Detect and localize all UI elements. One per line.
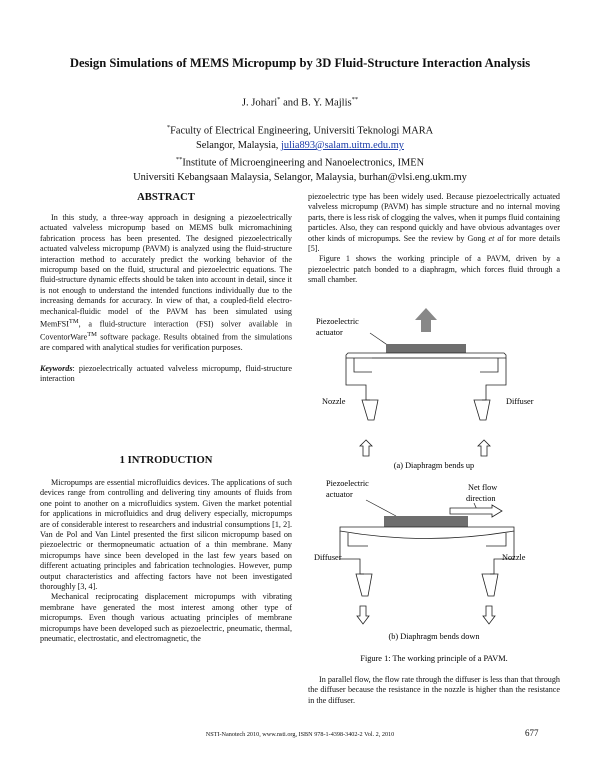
fig-b-outflow-arrow-right-icon xyxy=(483,606,495,624)
right-column-text xyxy=(308,192,560,286)
affiliation-2-mark: ** xyxy=(175,156,183,164)
author-1-mark: * xyxy=(277,96,281,103)
fig-a-caption: (a) Diaphragm bends up xyxy=(393,461,475,470)
introduction-heading: 1 INTRODUCTION xyxy=(119,455,213,466)
fig-b-diffuser-channel xyxy=(356,574,372,596)
fig-b-nozzle-label: Nozzle xyxy=(502,553,526,562)
author-2-mark: ** xyxy=(351,96,359,103)
author-conjunction: and xyxy=(280,97,302,109)
abstract-text-b: , a fluid-structure interaction (FSI) solver available in CoventorWare xyxy=(40,319,292,342)
keywords xyxy=(40,364,292,385)
trademark-mark: TM xyxy=(68,318,79,326)
abstract-paragraph xyxy=(40,213,292,354)
author-line xyxy=(0,96,600,109)
keywords-text: : piezoelectrically actuated valveless micropump, fluid-structure interaction xyxy=(40,363,292,384)
figure-1b xyxy=(308,474,560,670)
fig-b-actuator-label-2: actuator xyxy=(326,490,353,499)
figure-intro-paragraph: Figure 1 shows the working principle of a PAVM, driven by a piezoelectric patch bonded to a diaphragm, which forces fluid through a small chamber. xyxy=(308,254,560,285)
fig-a-diffuser-label: Diffuser xyxy=(506,397,534,406)
page-number: 677 xyxy=(525,728,539,738)
right-paragraph-cont xyxy=(308,192,560,254)
affiliation-2-line2: Universiti Kebangsaan Malaysia, Selangor, Malaysia, burhan@vlsi.eng.ukm.my xyxy=(133,172,467,184)
fig-a-piezo-actuator xyxy=(386,344,466,353)
fig-a-inflow-arrow-right-icon xyxy=(478,440,490,456)
fig-a-nozzle-channel xyxy=(362,400,378,420)
fig-a-right-inner xyxy=(480,358,498,372)
author-1: J. Johari xyxy=(241,97,278,109)
trademark-mark: TM xyxy=(87,331,97,339)
affiliation-1-name: Faculty of Electrical Engineering, Universiti Teknologi MARA xyxy=(170,125,434,137)
fig-a-diaphragm xyxy=(346,353,506,358)
introduction-body xyxy=(40,478,292,645)
author-2: B. Y. Majlis xyxy=(301,97,352,109)
right-cont-b: for more details [5]. xyxy=(308,233,560,254)
intro-paragraph-2: Mechanical reciprocating displacement micropumps with vibrating membrane have generated the most interest among other type of micropumps. Even though various actuating principles of membrane micropumps have been developed such as piezoelectric, pneumatic, thermal, pneumatic, electrostatic, and electromagnetic, the xyxy=(40,592,292,644)
fig-a-right-wall xyxy=(482,358,506,400)
fig-a-diffuser-channel xyxy=(474,400,490,420)
fig-b-netflow-label-2: direction xyxy=(466,494,496,503)
figure-1a xyxy=(308,300,560,472)
affiliation-1-location: Selangor, Malaysia, xyxy=(196,139,281,151)
affiliation-1-line2 xyxy=(0,139,600,154)
abstract-text-a: In this study, a three-way approach in designing a piezoelectrically actuated valveless micropump based on MEMS bulk micromachining fabrication process has been presented. The designed piezoelectrically actuated valveless micropump (PAVM) is analyzed using the fluid-structure interaction method to accurately predict the working behavior of the micropump based on the fluid, structural and piezoelectric equations. The fluid-structure dynamic effects should be taken into account in detail, since it is not enough to understand the intended functions individually due to the increasing demands for accuracy. In view of that, a coupled-field electro-mechanical-fluidic model of the PAVM has been simulated using MemFSI xyxy=(40,213,292,329)
fig-a-left-wall xyxy=(346,358,370,400)
et-al: et al xyxy=(488,233,504,243)
page-footer: NSTI-Nanotech 2010, www.nsti.org, ISBN 978-1-4398-3402-2 Vol. 2, 2010 xyxy=(205,731,395,738)
fig-b-nozzle-channel xyxy=(482,574,498,596)
intro-paragraph-1: Micropumps are essential microfluidics devices. The applications of such devices range from controlling and delivering tiny amounts of fluids from one point to another on a microfluidics system. Given the market potential for applications in microfluidics and drug delivery especially, micropumps are of considerable interest to researchers and industrial consumptions [1, 2]. Van de Pol and Van Lintel presented the first silicon micropump based on piezoelectric or thermopneumatic actuation of a thin membrane. Many micropumps have since been developed in the last few years based on different actuating principles and fabrication technologies. However, pump output characteristics and affecting factors have not been investigated thoroughly [3, 4]. xyxy=(40,478,292,592)
abstract-text-c: software package. Results obtained from the simulations are compared with analytical studies for verification purposes. xyxy=(40,332,292,353)
fig-b-netflow-label-1: Net flow xyxy=(468,483,498,492)
abstract-body xyxy=(40,213,292,385)
fig-a-actuator-label-1: Piezoelectric xyxy=(316,317,359,326)
right-cont-a: piezoelectric type has been widely used. Because piezoelectrically actuated valveless micropump (PAVM) has simple structure and no internal moving parts, there is less risk of clogging the valves, when it pumps fluid containing particles. Also, they can respond quickly and have obvious advantages over other kinds of micropumps. See the review by Gong xyxy=(308,192,560,243)
affiliation-1-line1 xyxy=(0,121,600,139)
right-last-paragraph xyxy=(308,675,560,706)
affiliation-1-mark: * xyxy=(166,124,171,131)
fig-b-piezo-actuator xyxy=(384,516,468,527)
affiliation-2-line1 xyxy=(0,153,600,171)
fig-a-inflow-arrow-left-icon xyxy=(360,440,372,456)
fig-a-up-arrow-icon xyxy=(415,308,437,332)
fig-b-leader-line xyxy=(366,500,396,516)
fig-b-diffuser-label: Diffuser xyxy=(314,553,342,562)
fig-a-left-inner xyxy=(354,358,372,372)
fig-b-diaphragm xyxy=(340,527,514,539)
email-link[interactable]: julia893@salam.uitm.edu.my xyxy=(281,139,404,151)
fig-b-actuator-label-1: Piezoelectric xyxy=(326,479,369,488)
paper-title: Design Simulations of MEMS Micropump by 3D Fluid-Structure Interaction Analysis xyxy=(69,56,531,70)
parallel-flow-paragraph: In parallel flow, the flow rate through the diffuser is less than that through the diffuser because the resistance in the nozzle is higher than the resistance in the diffuser. xyxy=(308,675,560,705)
affiliation-2-name: Institute of Microengineering and Nanoelectronics, IMEN xyxy=(182,157,425,169)
fig-b-outflow-arrow-left-icon xyxy=(357,606,369,624)
figure-1-caption: Figure 1: The working principle of a PAVM. xyxy=(360,654,508,663)
abstract-heading: ABSTRACT xyxy=(137,192,195,203)
affiliations xyxy=(0,121,600,186)
fig-a-actuator-label-2: actuator xyxy=(316,328,343,337)
fig-b-caption: (b) Diaphragm bends down xyxy=(388,632,480,641)
keywords-label: Keywords xyxy=(40,363,73,373)
fig-a-nozzle-label: Nozzle xyxy=(322,397,346,406)
fig-b-left-wall xyxy=(340,531,364,574)
